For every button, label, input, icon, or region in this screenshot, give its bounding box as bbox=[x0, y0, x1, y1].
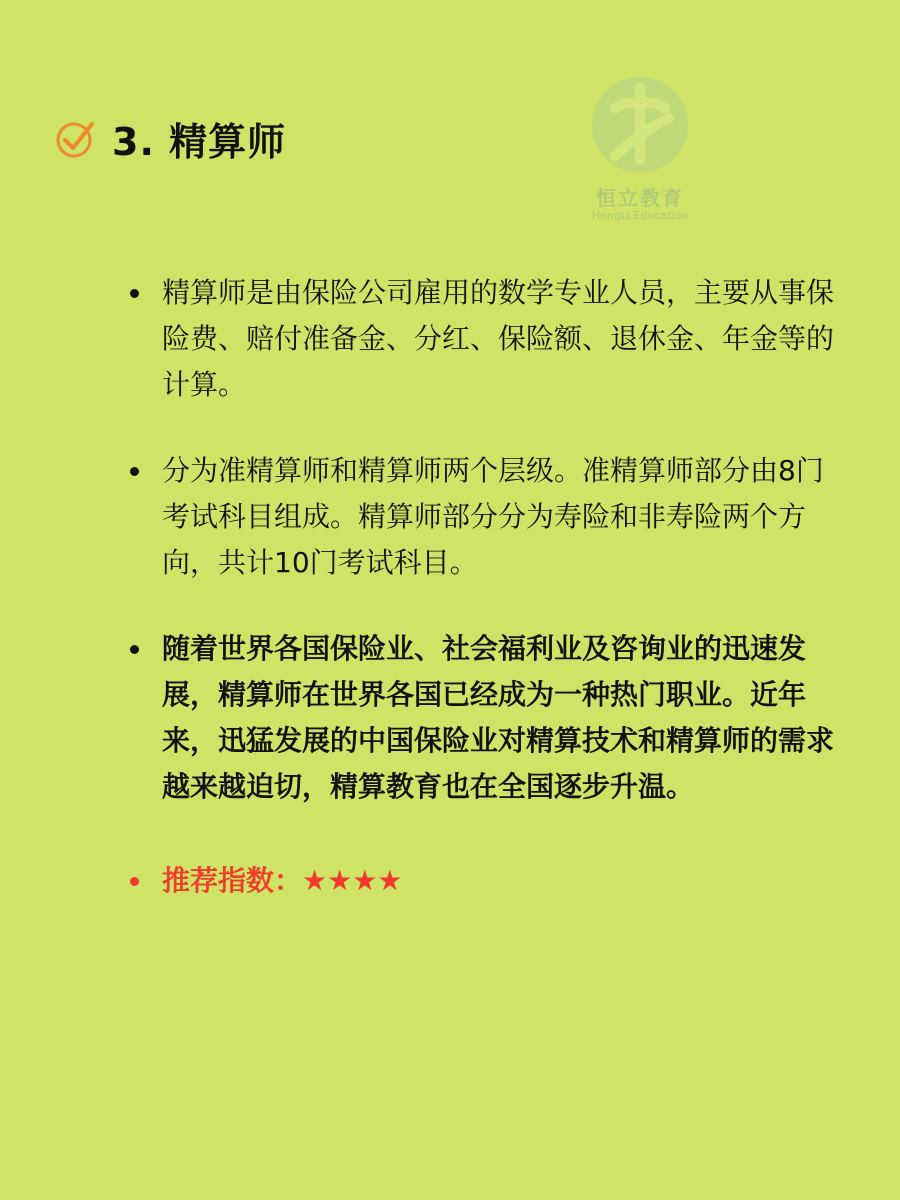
page-header bbox=[54, 108, 286, 168]
bullet-item-2: 分为准精算师和精算师两个层级。准精算师部分由8门考试科目组成。精算师部分分为寿险和非寿险两个方向，共计10门考试科目。 bbox=[130, 448, 850, 586]
watermark-brand-en: HengLi Education bbox=[591, 209, 689, 222]
bullet-item-3: 随着世界各国保险业、社会福利业及咨询业的迅速发展，精算师在世界各国已经成为一种热门职业。近年来，迅猛发展的中国保险业对精算技术和精算师的需求越来越迫切，精算教育也在全国逐步升温。 bbox=[130, 626, 850, 810]
content-bullets bbox=[130, 270, 850, 904]
brand-logo-icon bbox=[585, 70, 695, 180]
watermark bbox=[570, 70, 710, 230]
check-circle-icon bbox=[54, 116, 98, 160]
page-title: 3. 精算师 bbox=[112, 119, 287, 164]
recommendation-index: 推荐指数：★★★★ bbox=[130, 858, 850, 904]
bullet-item-1: 精算师是由保险公司雇用的数学专业人员，主要从事保险费、赔付准备金、分红、保险额、退休金、年金等的计算。 bbox=[130, 270, 850, 408]
watermark-brand-cn: 恒立教育 bbox=[596, 186, 684, 210]
